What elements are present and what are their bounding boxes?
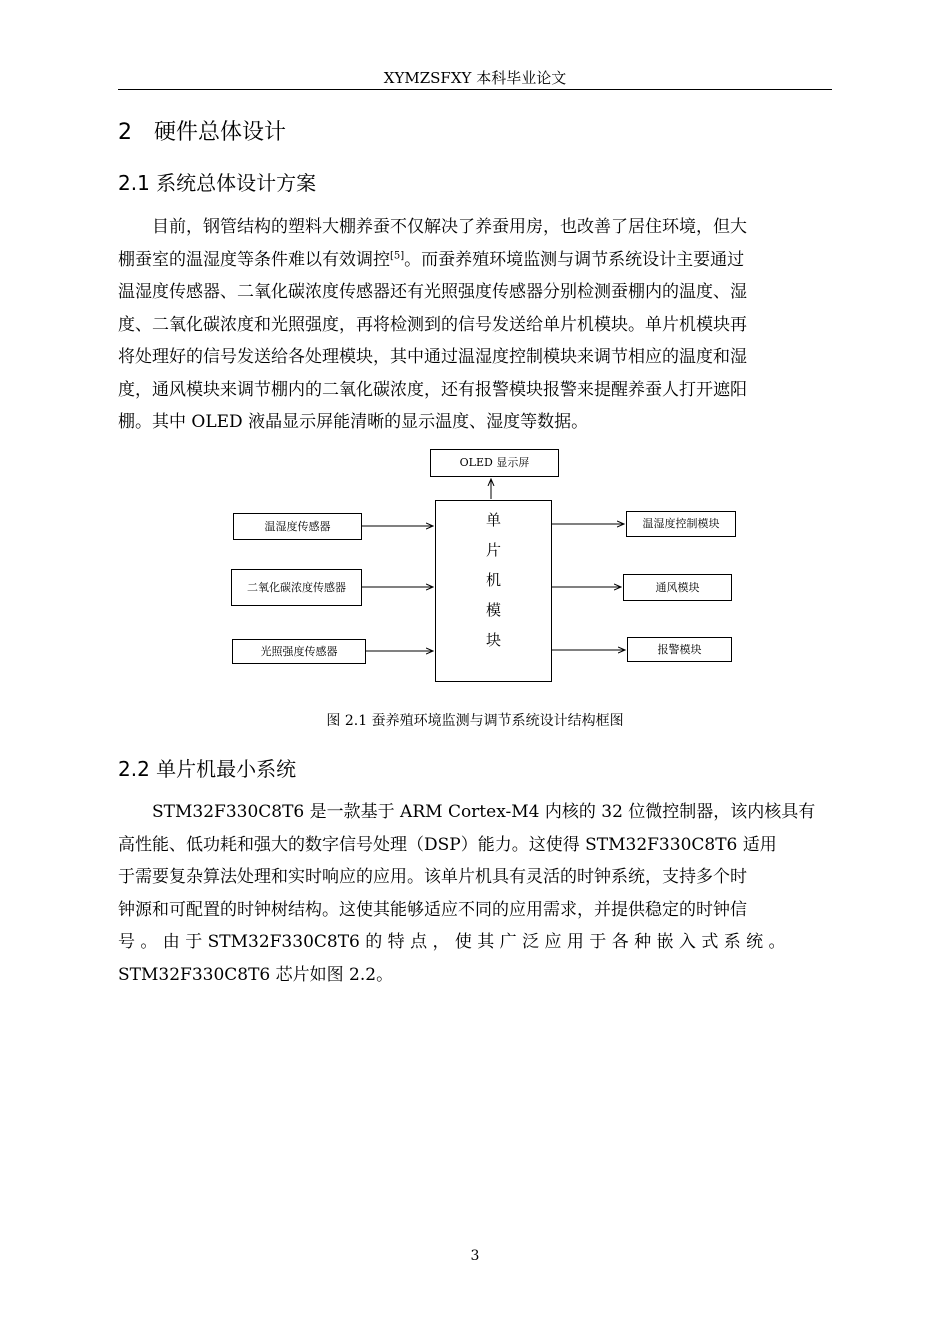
section-2-1-title: 2.1 系统总体设计方案: [118, 171, 317, 195]
mcu-label-char: 单: [485, 511, 501, 529]
light-sensor-box: 光照强度传感器: [232, 639, 366, 664]
oled-display-box: OLED 显示屏: [430, 449, 559, 477]
section-2-2-paragraph: [118, 796, 832, 991]
section-2-2-title: 2.2 单片机最小系统: [118, 757, 297, 781]
co2-sensor-box: 二氧化碳浓度传感器: [231, 569, 362, 606]
mcu-label-char: 模: [485, 601, 501, 619]
mcu-label-char: 机: [485, 571, 501, 589]
paragraph-line: 钟源和可配置的时钟树结构。这使其能够适应不同的应用需求，并提供稳定的时钟信: [118, 899, 747, 920]
page-number: 3: [470, 1248, 480, 1264]
paragraph-line: STM32F330C8T6 是一款基于 ARM Cortex-M4 内核的 32 位微控制器，该内核具有: [152, 802, 816, 822]
alarm-module-box: 报警模块: [627, 637, 732, 662]
paragraph-line: 将处理好的信号发送给各处理模块，其中通过温湿度控制模块来调节相应的温度和湿: [118, 347, 747, 367]
mcu-module-label: [436, 505, 551, 655]
paragraph-line: 于需要复杂算法处理和实时响应的应用。该单片机具有灵活的时钟系统，支持多个时: [118, 867, 747, 887]
chapter-title: 2 硬件总体设计: [118, 120, 286, 145]
running-header: XYMZSFXY 本科毕业论文: [118, 67, 832, 90]
paragraph-line: STM32F330C8T6 芯片如图 2.2。: [118, 964, 394, 985]
temp-humidity-sensor-box: 温湿度传感器: [233, 513, 362, 540]
ventilation-module-box: 通风模块: [623, 574, 732, 601]
figure-caption: 图 2.1 蚕养殖环境监测与调节系统设计结构框图: [326, 713, 624, 729]
paragraph-line: 号 。 由 于 STM32F330C8T6 的 特 点 ， 使 其 广 泛 应 用 于 各 种 嵌 入 式 系 统 。: [118, 932, 786, 952]
paragraph-text: 。而蚕养殖环境监测与调节系统设计主要通过: [404, 249, 745, 270]
citation-reference: [5]: [390, 249, 405, 261]
mcu-label-char: 块: [485, 631, 501, 649]
section-2-1-paragraph: [118, 211, 832, 439]
paragraph-line: 高性能、低功耗和强大的数字信号处理（DSP）能力。这使得 STM32F330C8T6 适用: [118, 834, 777, 855]
paragraph-line: 目前，钢管结构的塑料大棚养蚕不仅解决了养蚕用房，也改善了居住环境，但大: [152, 217, 747, 237]
temp-humidity-control-box: 温湿度控制模块: [626, 511, 736, 537]
paragraph-line: 棚。其中 OLED 液晶显示屏能清晰的显示温度、湿度等数据。: [118, 412, 589, 432]
paragraph-line: [118, 244, 832, 277]
paragraph-line: 度、二氧化碳浓度和光照强度，再将检测到的信号发送给单片机模块。单片机模块再: [118, 314, 747, 335]
paragraph-text: 棚蚕室的温湿度等条件难以有效调控: [118, 249, 390, 270]
mcu-label-char: 片: [485, 541, 501, 559]
paragraph-line: 度，通风模块来调节棚内的二氧化碳浓度，还有报警模块报警来提醒养蚕人打开遮阳: [118, 379, 747, 400]
paragraph-line: 温湿度传感器、二氧化碳浓度传感器还有光照强度传感器分别检测蚕棚内的温度、湿: [118, 282, 747, 302]
